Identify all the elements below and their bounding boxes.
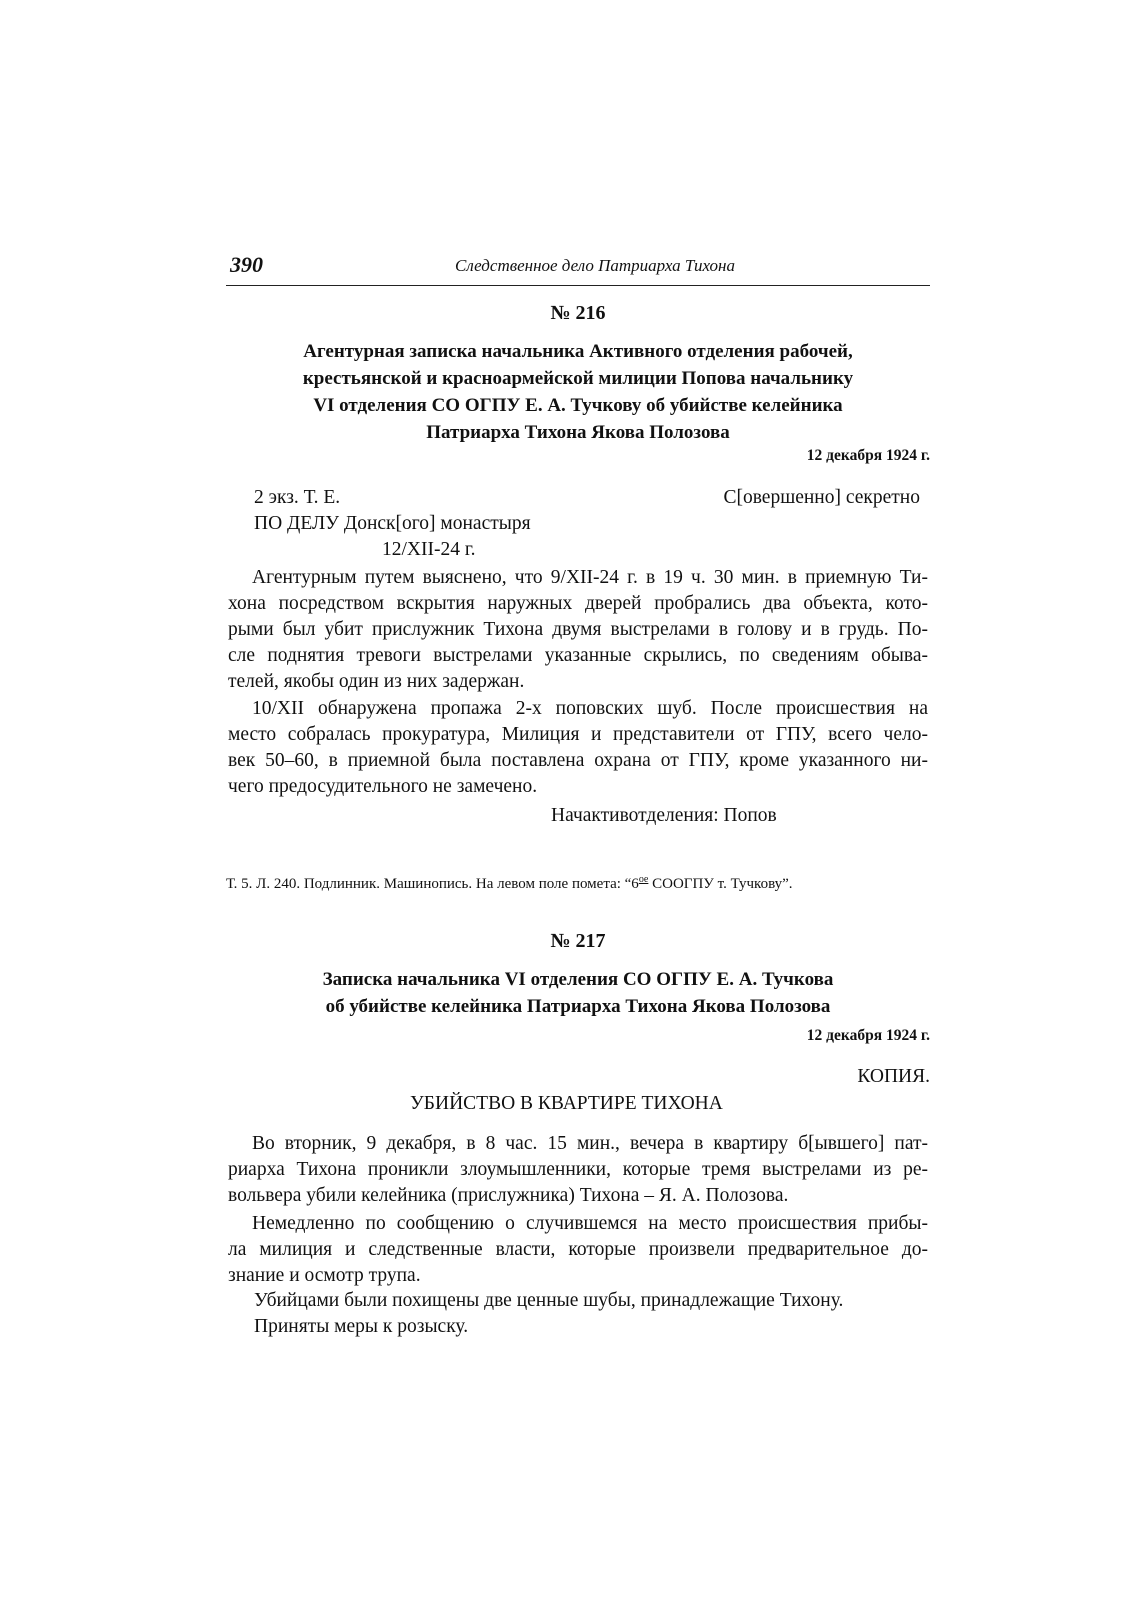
source-note-superscript: ое [638, 874, 649, 885]
running-title: Следственное дело Патриарха Тихона [455, 256, 735, 275]
doc-217-paragraph-1 [228, 1131, 928, 1209]
doc-216-case: ПО ДЕЛУ Донск[ого] монастыря [254, 513, 531, 534]
text-line: телей, якобы один из них задержан. [228, 671, 525, 692]
text-line: рыми был убит прислужник Тихона двумя выстрелами в голову и в грудь. По- [228, 619, 928, 640]
header-divider [226, 285, 930, 286]
page-number: 390 [230, 252, 263, 277]
text-line: риарха Тихона проникли злоумышленники, которые тремя выстрелами из ре- [228, 1159, 928, 1180]
doc-216-paragraph-2 [228, 696, 928, 800]
text-line: Во вторник, 9 декабря, в 8 час. 15 мин., вечера в квартиру б[ывшего] пат- [252, 1133, 928, 1154]
doc-216-paragraph-1 [228, 565, 928, 695]
doc-216-copies: 2 экз. Т. Е. [254, 487, 341, 508]
text-line: 10/XII обнаружена пропажа 2-х поповских шуб. После происшествия на [252, 698, 928, 719]
text-line: чего предосудительного не замечено. [228, 776, 538, 797]
doc-217-title-line: Записка начальника VI отделения СО ОГПУ Е. А. Тучкова [322, 969, 834, 990]
doc-217-date: 12 декабря 1924 г. [806, 1027, 930, 1044]
doc-217-copy-mark: КОПИЯ. [857, 1066, 930, 1087]
doc-216-number: № 216 [550, 302, 606, 324]
doc-216-signature: Начактивотделения: Попов [551, 805, 777, 826]
text-line: хона посредством вскрытия наружных дверей пробрались два объекта, кото- [228, 593, 928, 614]
doc-216-classification: С[овершенно] секретно [723, 487, 920, 508]
text-line: сле поднятия тревоги выстрелами указанные скрылись, по сведениям обыва- [228, 645, 928, 666]
doc-216-title [226, 338, 930, 446]
source-note-text: Т. 5. Л. 240. Подлинник. Машинопись. На левом поле помета: “6 [226, 876, 639, 892]
text-line: знание и осмотр трупа. [228, 1265, 421, 1286]
doc-217-headline: УБИЙСТВО В КВАРТИРЕ ТИХОНА [410, 1093, 723, 1114]
text-line: век 50–60, в приемной была поставлена охрана от ГПУ, кроме указанного ни- [228, 750, 928, 771]
doc-217-paragraph-4: Приняты меры к розыску. [254, 1316, 469, 1337]
text-line: Немедленно по сообщению о случившемся на место происшествия прибы- [252, 1213, 928, 1234]
doc-217-title [226, 966, 930, 1020]
text-line: ла милиция и следственные власти, которые произвели предварительное до- [228, 1239, 928, 1260]
doc-216-date: 12 декабря 1924 г. [806, 447, 930, 464]
doc-216-case-date: 12/XII-24 г. [382, 539, 476, 560]
doc-216-title-line: Агентурная записка начальника Активного отделения рабочей, [303, 341, 853, 362]
doc-216-title-line: крестьянской и красноармейской милиции Попова начальнику [302, 368, 854, 389]
doc-217-paragraph-2 [228, 1211, 928, 1289]
text-line: Агентурным путем выяснено, что 9/XII-24 г. в 19 ч. 30 мин. в приемную Ти- [252, 567, 928, 588]
doc-216-source-note [226, 874, 793, 893]
text-line: вольвера убили келейника (прислужника) Тихона – Я. А. Полозова. [228, 1185, 789, 1206]
text-line: место собралась прокуратура, Милиция и представители от ГПУ, всего чело- [228, 724, 928, 745]
source-note-text: СООГПУ т. Тучкову”. [648, 876, 793, 892]
doc-217-paragraph-3: Убийцами были похищены две ценные шубы, принадлежащие Тихону. [254, 1290, 844, 1311]
doc-216-title-line: Патриарха Тихона Якова Полозова [426, 422, 730, 443]
doc-217-title-line: об убийстве келейника Патриарха Тихона Якова Полозова [325, 996, 831, 1017]
doc-217-number: № 217 [550, 930, 606, 952]
doc-216-title-line: VI отделения СО ОГПУ Е. А. Тучкову об убийстве келейника [313, 395, 843, 416]
